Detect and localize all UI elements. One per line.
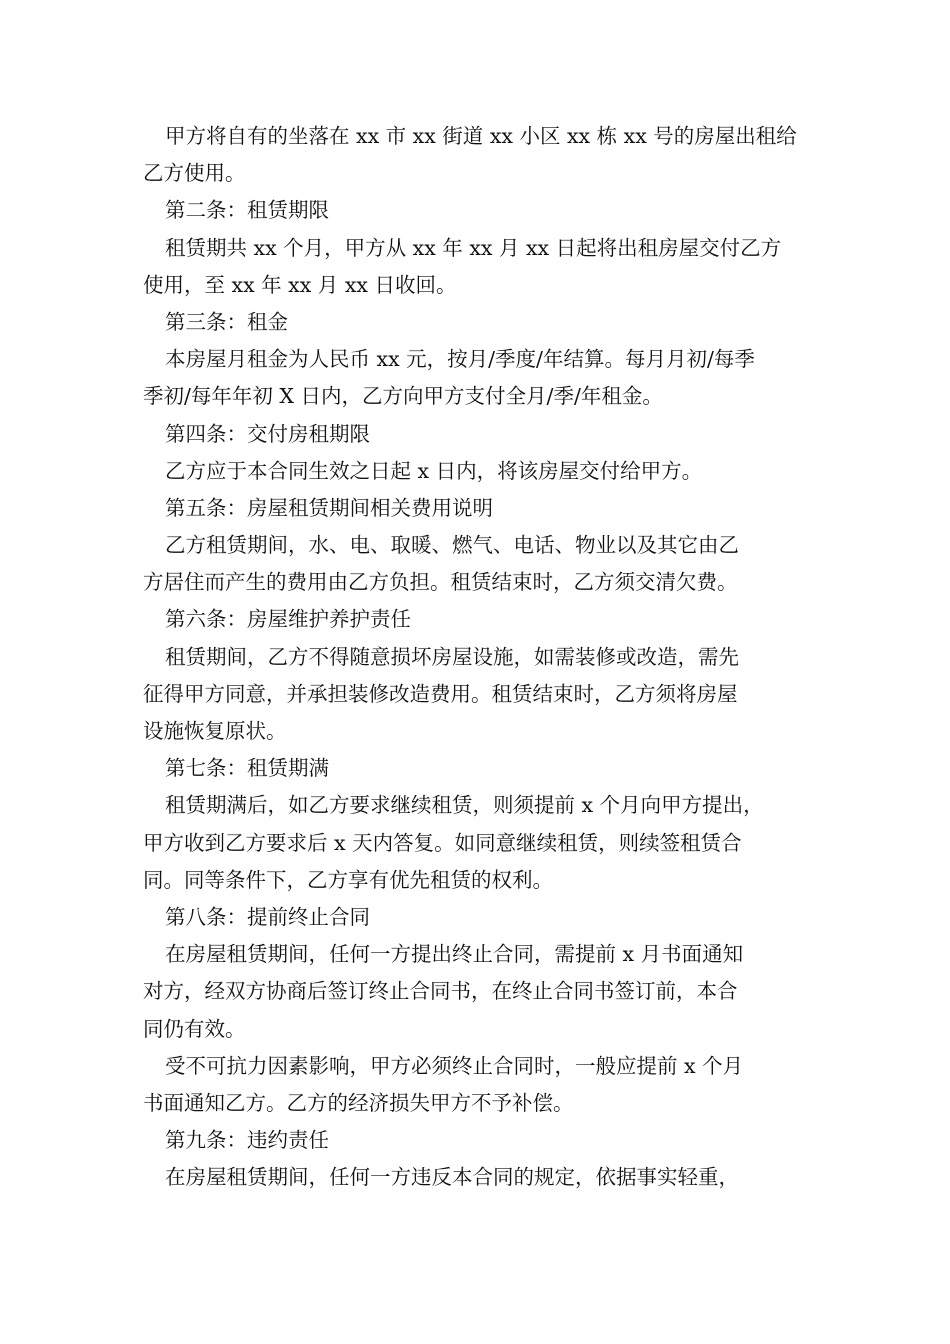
text-line: 对方，经双方协商后签订终止合同书，在终止合同书签订前，本合 xyxy=(143,979,738,1004)
article-heading: 第六条：房屋维护养护责任 xyxy=(165,607,411,632)
text-line: 租赁期间，乙方不得随意损坏房屋设施，如需装修或改造，需先 xyxy=(165,644,739,669)
text-line: 使用，至 xx 年 xx 月 xx 日收回。 xyxy=(143,272,457,297)
contract-body xyxy=(143,118,811,1196)
text-line: 本房屋月租金为人民币 xx 元，按月/季度/年结算。每月月初/每季 xyxy=(165,347,755,372)
text-line: 乙方租赁期间，水、电、取暖、燃气、电话、物业以及其它由乙 xyxy=(165,533,739,558)
article-heading: 第五条：房屋租赁期间相关费用说明 xyxy=(165,495,493,520)
text-line: 在房屋租赁期间，任何一方违反本合同的规定，依据事实轻重， xyxy=(165,1165,739,1190)
article-heading: 第四条：交付房租期限 xyxy=(165,421,370,446)
text-line: 同。同等条件下，乙方享有优先租赁的权利。 xyxy=(143,867,553,892)
text-line: 设施恢复原状。 xyxy=(143,719,287,743)
text-line: 甲方收到乙方要求后 x 天内答复。如同意继续租赁，则续签租赁合 xyxy=(143,830,742,855)
text-line: 同仍有效。 xyxy=(143,1016,246,1041)
text-line: 租赁期共 xx 个月，甲方从 xx 年 xx 月 xx 日起将出租房屋交付乙方 xyxy=(165,235,782,260)
article-heading: 第九条：违约责任 xyxy=(165,1128,329,1153)
article-heading: 第二条：租赁期限 xyxy=(165,198,329,223)
article-heading: 第八条：提前终止合同 xyxy=(165,904,370,929)
text-line: 在房屋租赁期间，任何一方提出终止合同，需提前 x 月书面通知 xyxy=(165,942,744,967)
text-line: 租赁期满后，如乙方要求继续租赁，则须提前 x 个月向甲方提出， xyxy=(165,793,764,818)
text-line: 季初/每年年初 X 日内，乙方向甲方支付全月/季/年租金。 xyxy=(143,384,663,409)
text-line: 甲方将自有的坐落在 xx 市 xx 街道 xx 小区 xx 栋 xx 号的房屋出租给 xyxy=(165,124,797,148)
text-line: 乙方应于本合同生效之日起 x 日内，将该房屋交付给甲方。 xyxy=(165,458,703,483)
text-line: 征得甲方同意，并承担装修改造费用。租赁结束时，乙方须将房屋 xyxy=(143,681,738,706)
article-heading: 第七条：租赁期满 xyxy=(165,756,329,781)
text-line: 乙方使用。 xyxy=(143,161,246,186)
article-heading: 第三条：租金 xyxy=(165,309,288,334)
text-line: 方居住而产生的费用由乙方负担。租赁结束时，乙方须交清欠费。 xyxy=(143,570,738,595)
text-line: 书面通知乙方。乙方的经济损失甲方不予补偿。 xyxy=(143,1090,574,1115)
text-line: 受不可抗力因素影响，甲方必须终止合同时，一般应提前 x 个月 xyxy=(165,1053,744,1078)
